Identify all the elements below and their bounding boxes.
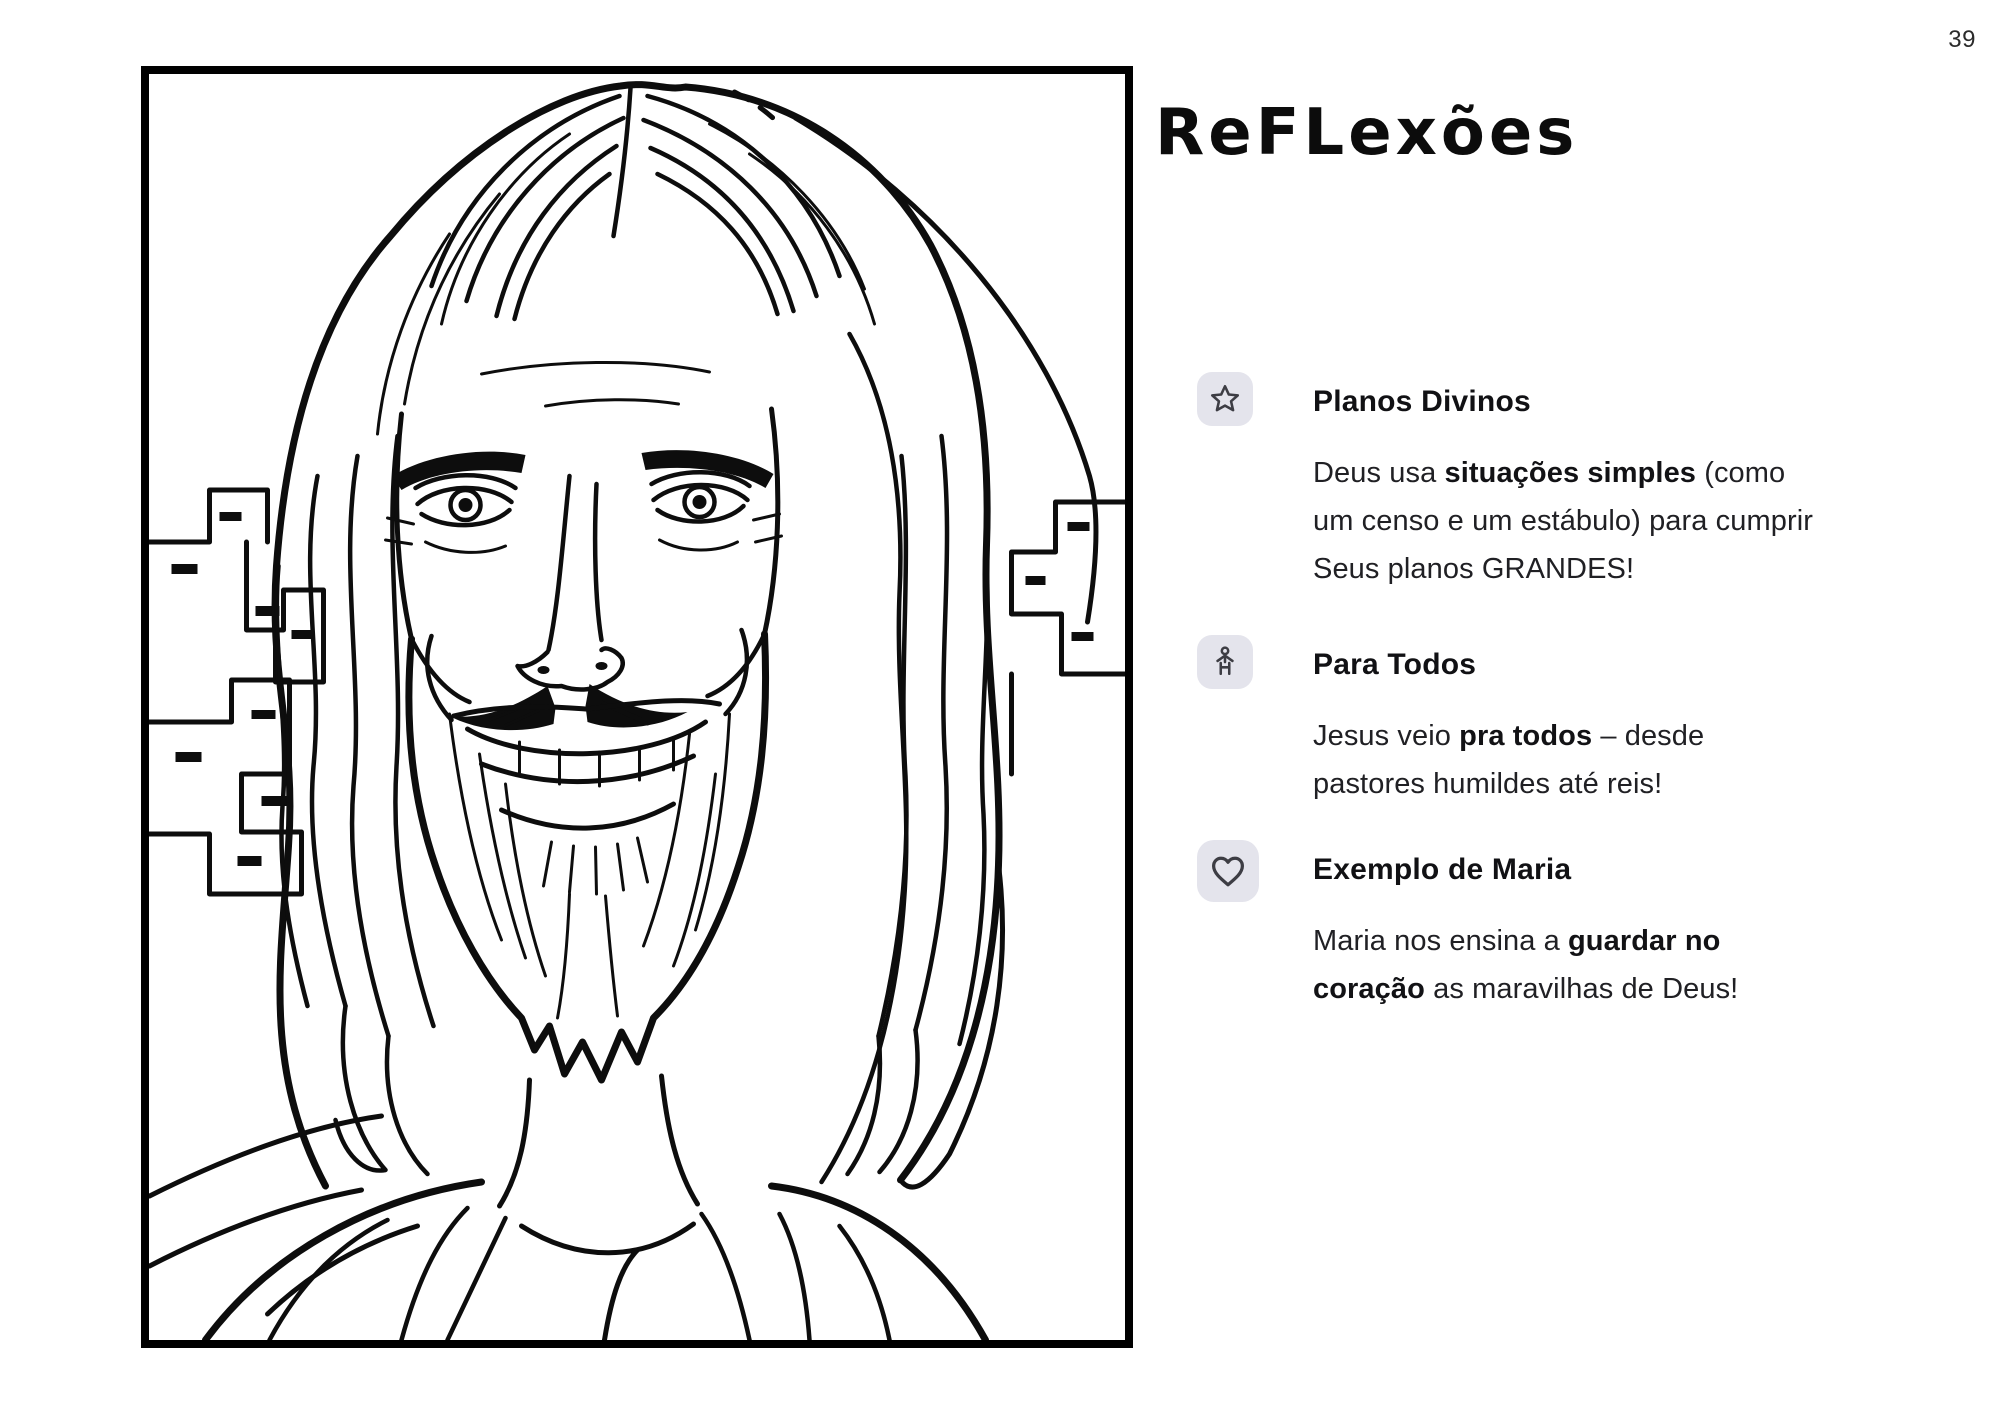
section-heading: Planos Divinos [1313, 385, 1531, 418]
reflection-section-para-todos [1197, 635, 1827, 808]
section-body: Deus usa situações simples (como um censo e um estábulo) para cumprir Seus planos GRANDES! [1313, 457, 1814, 585]
section-body: Maria nos ensina a guardar no coração as maravilhas de Deus! [1313, 925, 1739, 1005]
page-title: ReFLexões [1155, 95, 1579, 170]
reflection-section-exemplo-de-maria [1197, 840, 1827, 1013]
coloring-illustration [149, 74, 1125, 1340]
person-icon [1197, 635, 1253, 689]
section-heading: Exemplo de Maria [1313, 853, 1572, 886]
reflection-section-planos-divinos [1197, 372, 1827, 593]
page-number: 39 [1948, 26, 1976, 53]
illustration-frame [141, 66, 1133, 1348]
star-icon [1197, 372, 1253, 426]
heart-icon [1197, 840, 1259, 902]
section-body: Jesus veio pra todos – desde pastores humildes até reis! [1313, 720, 1705, 800]
section-heading: Para Todos [1313, 648, 1477, 681]
